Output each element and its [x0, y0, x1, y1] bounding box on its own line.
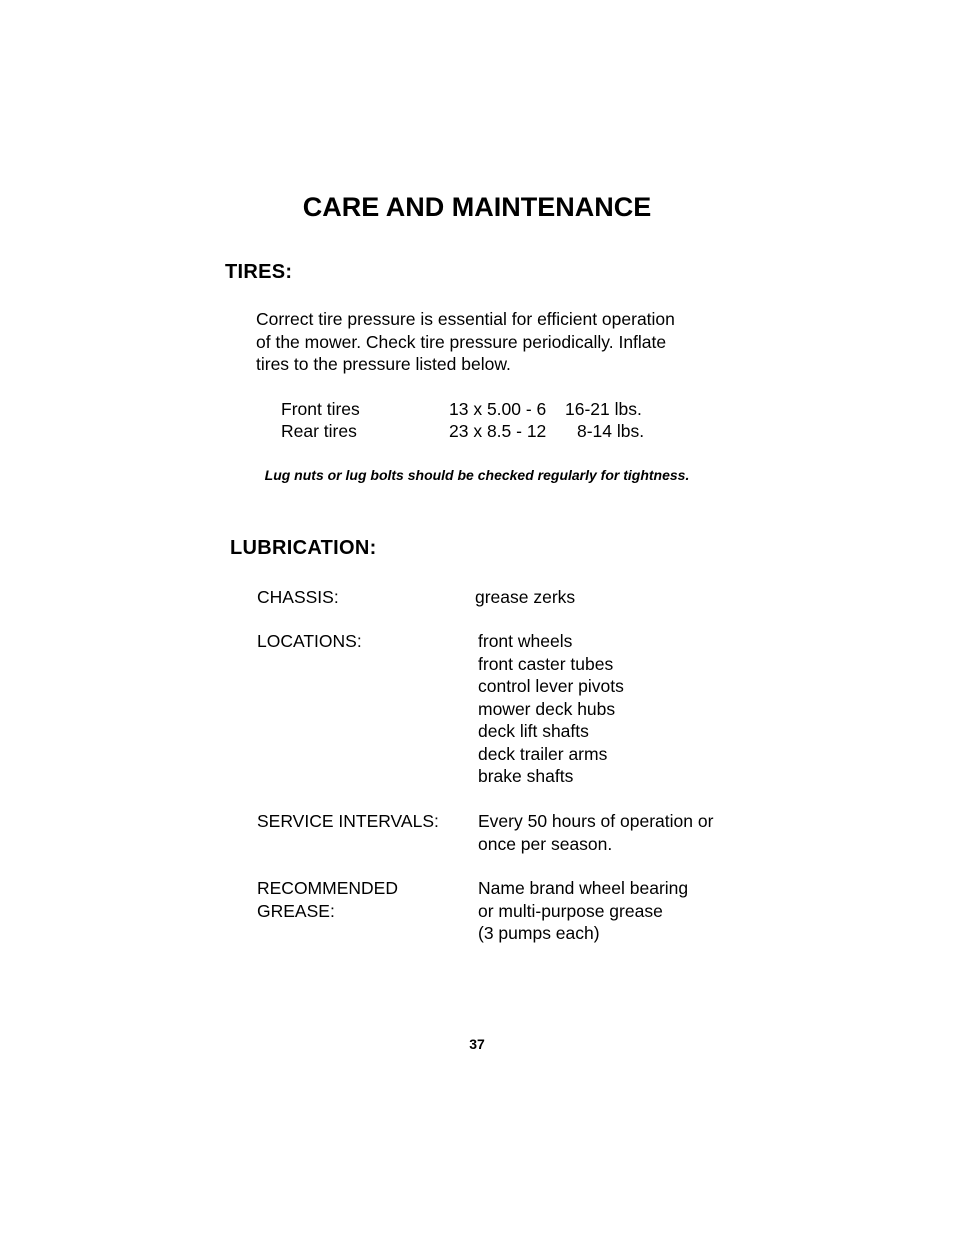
location-item: front caster tubes: [478, 653, 614, 674]
page-title: CARE AND MAINTENANCE: [302, 192, 652, 222]
page-number: 37: [469, 1036, 485, 1052]
paragraph-line: tires to the pressure listed below.: [256, 354, 511, 374]
service-intervals-label: SERVICE INTERVALS:: [257, 811, 439, 831]
paragraph-line: of the mower. Check tire pressure periodically. Inflate: [256, 331, 667, 352]
location-item: front wheels: [478, 631, 573, 651]
location-item: deck trailer arms: [478, 743, 608, 764]
chassis-value: grease zerks: [475, 587, 576, 607]
tire-row-size: 23 x 8.5 - 12: [449, 421, 547, 441]
tires-heading: TIRES:: [225, 261, 293, 283]
grease-line: (3 pumps each): [478, 923, 600, 943]
recommended-grease-label: [257, 877, 398, 922]
location-item: control lever pivots: [478, 676, 624, 696]
grease-label-line: RECOMMENDED: [257, 878, 398, 898]
grease-label-line: GREASE:: [257, 900, 335, 921]
locations-label: LOCATIONS:: [257, 631, 362, 651]
tire-row-pressure: 8-14 lbs.: [577, 421, 645, 441]
lug-nut-note: Lug nuts or lug bolts should be checked regularly for tightness.: [264, 467, 690, 483]
recommended-grease-value: [478, 877, 688, 945]
paragraph-line: Correct tire pressure is essential for efficient operation: [256, 309, 675, 329]
grease-line: or multi-purpose grease: [478, 900, 663, 921]
tire-row-size: 13 x 5.00 - 6: [449, 399, 547, 419]
service-line: Every 50 hours of operation or: [478, 811, 714, 831]
tire-row-label: Front tires: [281, 399, 360, 419]
lubrication-heading: LUBRICATION:: [230, 537, 377, 559]
location-item: brake shafts: [478, 766, 574, 786]
location-item: mower deck hubs: [478, 698, 616, 719]
tire-row-label: Rear tires: [281, 421, 357, 441]
tire-row-pressure: 16-21 lbs.: [565, 399, 642, 419]
service-line: once per season.: [478, 833, 613, 854]
locations-list: [478, 630, 624, 788]
service-intervals-value: [478, 810, 713, 855]
grease-line: Name brand wheel bearing: [478, 878, 689, 898]
location-item: deck lift shafts: [478, 721, 589, 741]
chassis-label: CHASSIS:: [257, 587, 339, 607]
tires-paragraph: [256, 308, 675, 376]
